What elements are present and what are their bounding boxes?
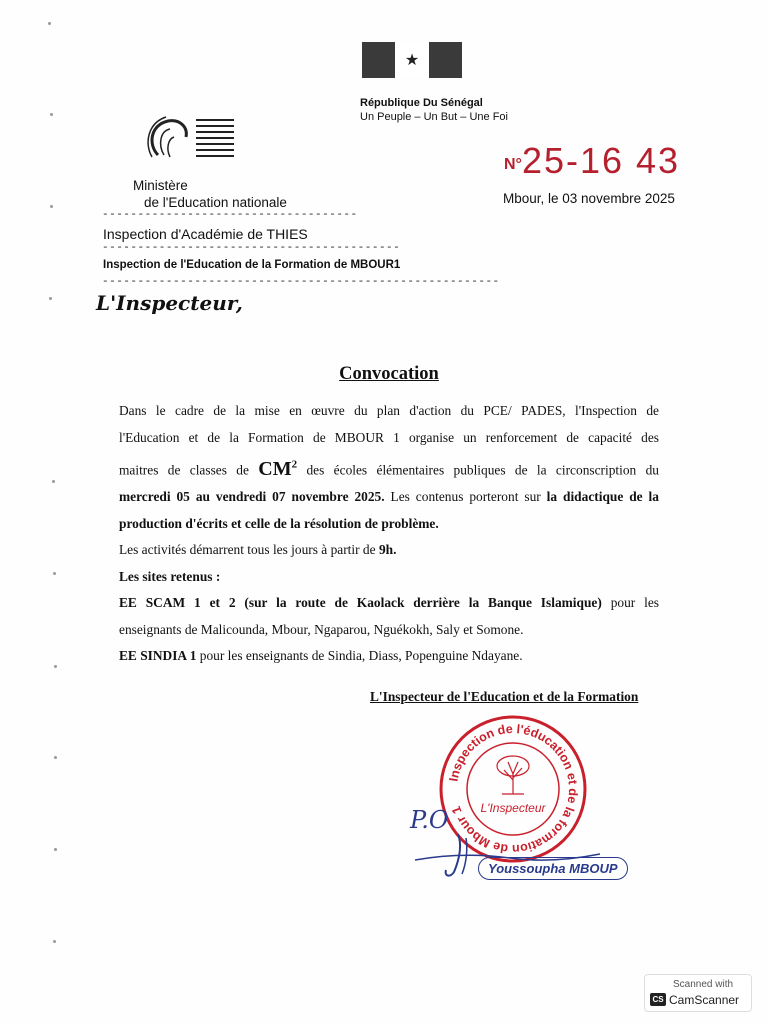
site-line: enseignants de Malicounda, Mbour, Ngaparou, Nguékokh, Saly et Somone. — [119, 621, 524, 637]
scan-speck — [52, 480, 55, 483]
ministry-line-2: de l'Education nationale — [144, 195, 287, 210]
watermark-caption: Scanned with — [673, 979, 734, 990]
site-line — [119, 590, 659, 617]
body-text: Les activités démarrent tous les jours à partir de — [119, 542, 376, 558]
signatory-name: Youssoupha MBOUP — [478, 857, 628, 880]
scan-speck — [53, 940, 56, 943]
body-text: des écoles élémentaires publiques de la circonscription du — [306, 462, 659, 478]
ief-name: Inspection de l'Education de la Formation de MBOUR1 — [103, 259, 401, 271]
training-topic: la didactique de la — [546, 489, 659, 505]
place-date: Mbour, le 03 novembre 2025 — [503, 191, 675, 206]
training-topic-cont: production d'écrits et celle de la résolution de problème. — [119, 515, 439, 531]
body-line: Dans le cadre de la mise en œuvre du plan d'action du PCE/ PADES, l'Inspection de — [119, 403, 659, 418]
baobab-icon — [497, 756, 529, 794]
class-level — [258, 458, 297, 480]
body-line — [119, 451, 659, 484]
document-body — [119, 398, 659, 670]
body-text: pour les enseignants de Sindia, Diass, Popenguine Ndayane. — [199, 648, 523, 664]
class-level-sup: 2 — [291, 458, 298, 470]
camscanner-watermark — [644, 974, 752, 1012]
republic-motto: Un Peuple – Un But – Une Foi — [360, 111, 508, 123]
separator-line: -------------------------------------------------------- — [102, 276, 500, 288]
reference-number — [504, 140, 680, 182]
sites-label: Les sites retenus : — [119, 568, 221, 584]
republic-heading — [360, 96, 508, 124]
scan-speck — [54, 756, 57, 759]
body-line — [119, 537, 659, 564]
scan-speck — [50, 113, 53, 116]
body-text: Les contenus porteront sur — [390, 489, 541, 505]
flag-band-middle — [395, 42, 428, 78]
class-level-text: CM — [258, 457, 292, 480]
number-prefix: N° — [504, 156, 522, 173]
scan-speck — [54, 848, 57, 851]
ministry-line-1: Ministère — [133, 178, 188, 193]
camscanner-icon: CS — [650, 993, 666, 1006]
scan-speck — [50, 205, 53, 208]
sender-role: L'Inspecteur, — [96, 291, 243, 315]
flag-band-left — [362, 42, 395, 78]
stamp-center-text: L'Inspecteur — [480, 801, 546, 815]
start-time: 9h. — [378, 542, 397, 558]
scan-speck — [54, 665, 57, 668]
scan-speck — [53, 572, 56, 575]
site-2-name: EE SINDIA 1 — [119, 648, 197, 664]
body-text: pour les — [610, 595, 659, 611]
star-icon: ★ — [404, 52, 420, 69]
republic-name: République Du Sénégal — [360, 97, 483, 109]
scan-speck — [48, 22, 51, 25]
per-order-mark: P.O — [410, 806, 449, 834]
site-1-name: EE SCAM 1 et 2 (sur la route de Kaolack derrière la Banque Islamique) — [119, 595, 602, 611]
training-dates: mercredi 05 au vendredi 07 novembre 2025. — [119, 489, 385, 505]
document-title: Convocation — [339, 364, 439, 384]
separator-line: ------------------------------------ — [102, 209, 358, 221]
ministry-name — [133, 177, 287, 211]
signatory-title: L'Inspecteur de l'Education et de la Formation — [370, 689, 639, 704]
ministry-logo-icon — [140, 115, 240, 163]
scan-speck — [49, 297, 52, 300]
watermark-app-name: CamScanner — [669, 993, 740, 1007]
body-text: maitres de classes de — [119, 462, 249, 478]
number-value: 25-16 43 — [521, 140, 681, 181]
senegal-flag — [362, 42, 462, 78]
body-line: l'Education et de la Formation de MBOUR 1 organise un renforcement de capacité des — [119, 429, 659, 445]
flag-band-right — [429, 42, 462, 78]
body-line — [119, 484, 659, 511]
academy-name: Inspection d'Académie de THIES — [103, 226, 308, 242]
site-line — [119, 643, 659, 670]
separator-line: ------------------------------------------ — [102, 242, 401, 254]
stamp-ring-text: Inspection de l'éducation et de la formation de Mbour 1 — [446, 721, 581, 857]
